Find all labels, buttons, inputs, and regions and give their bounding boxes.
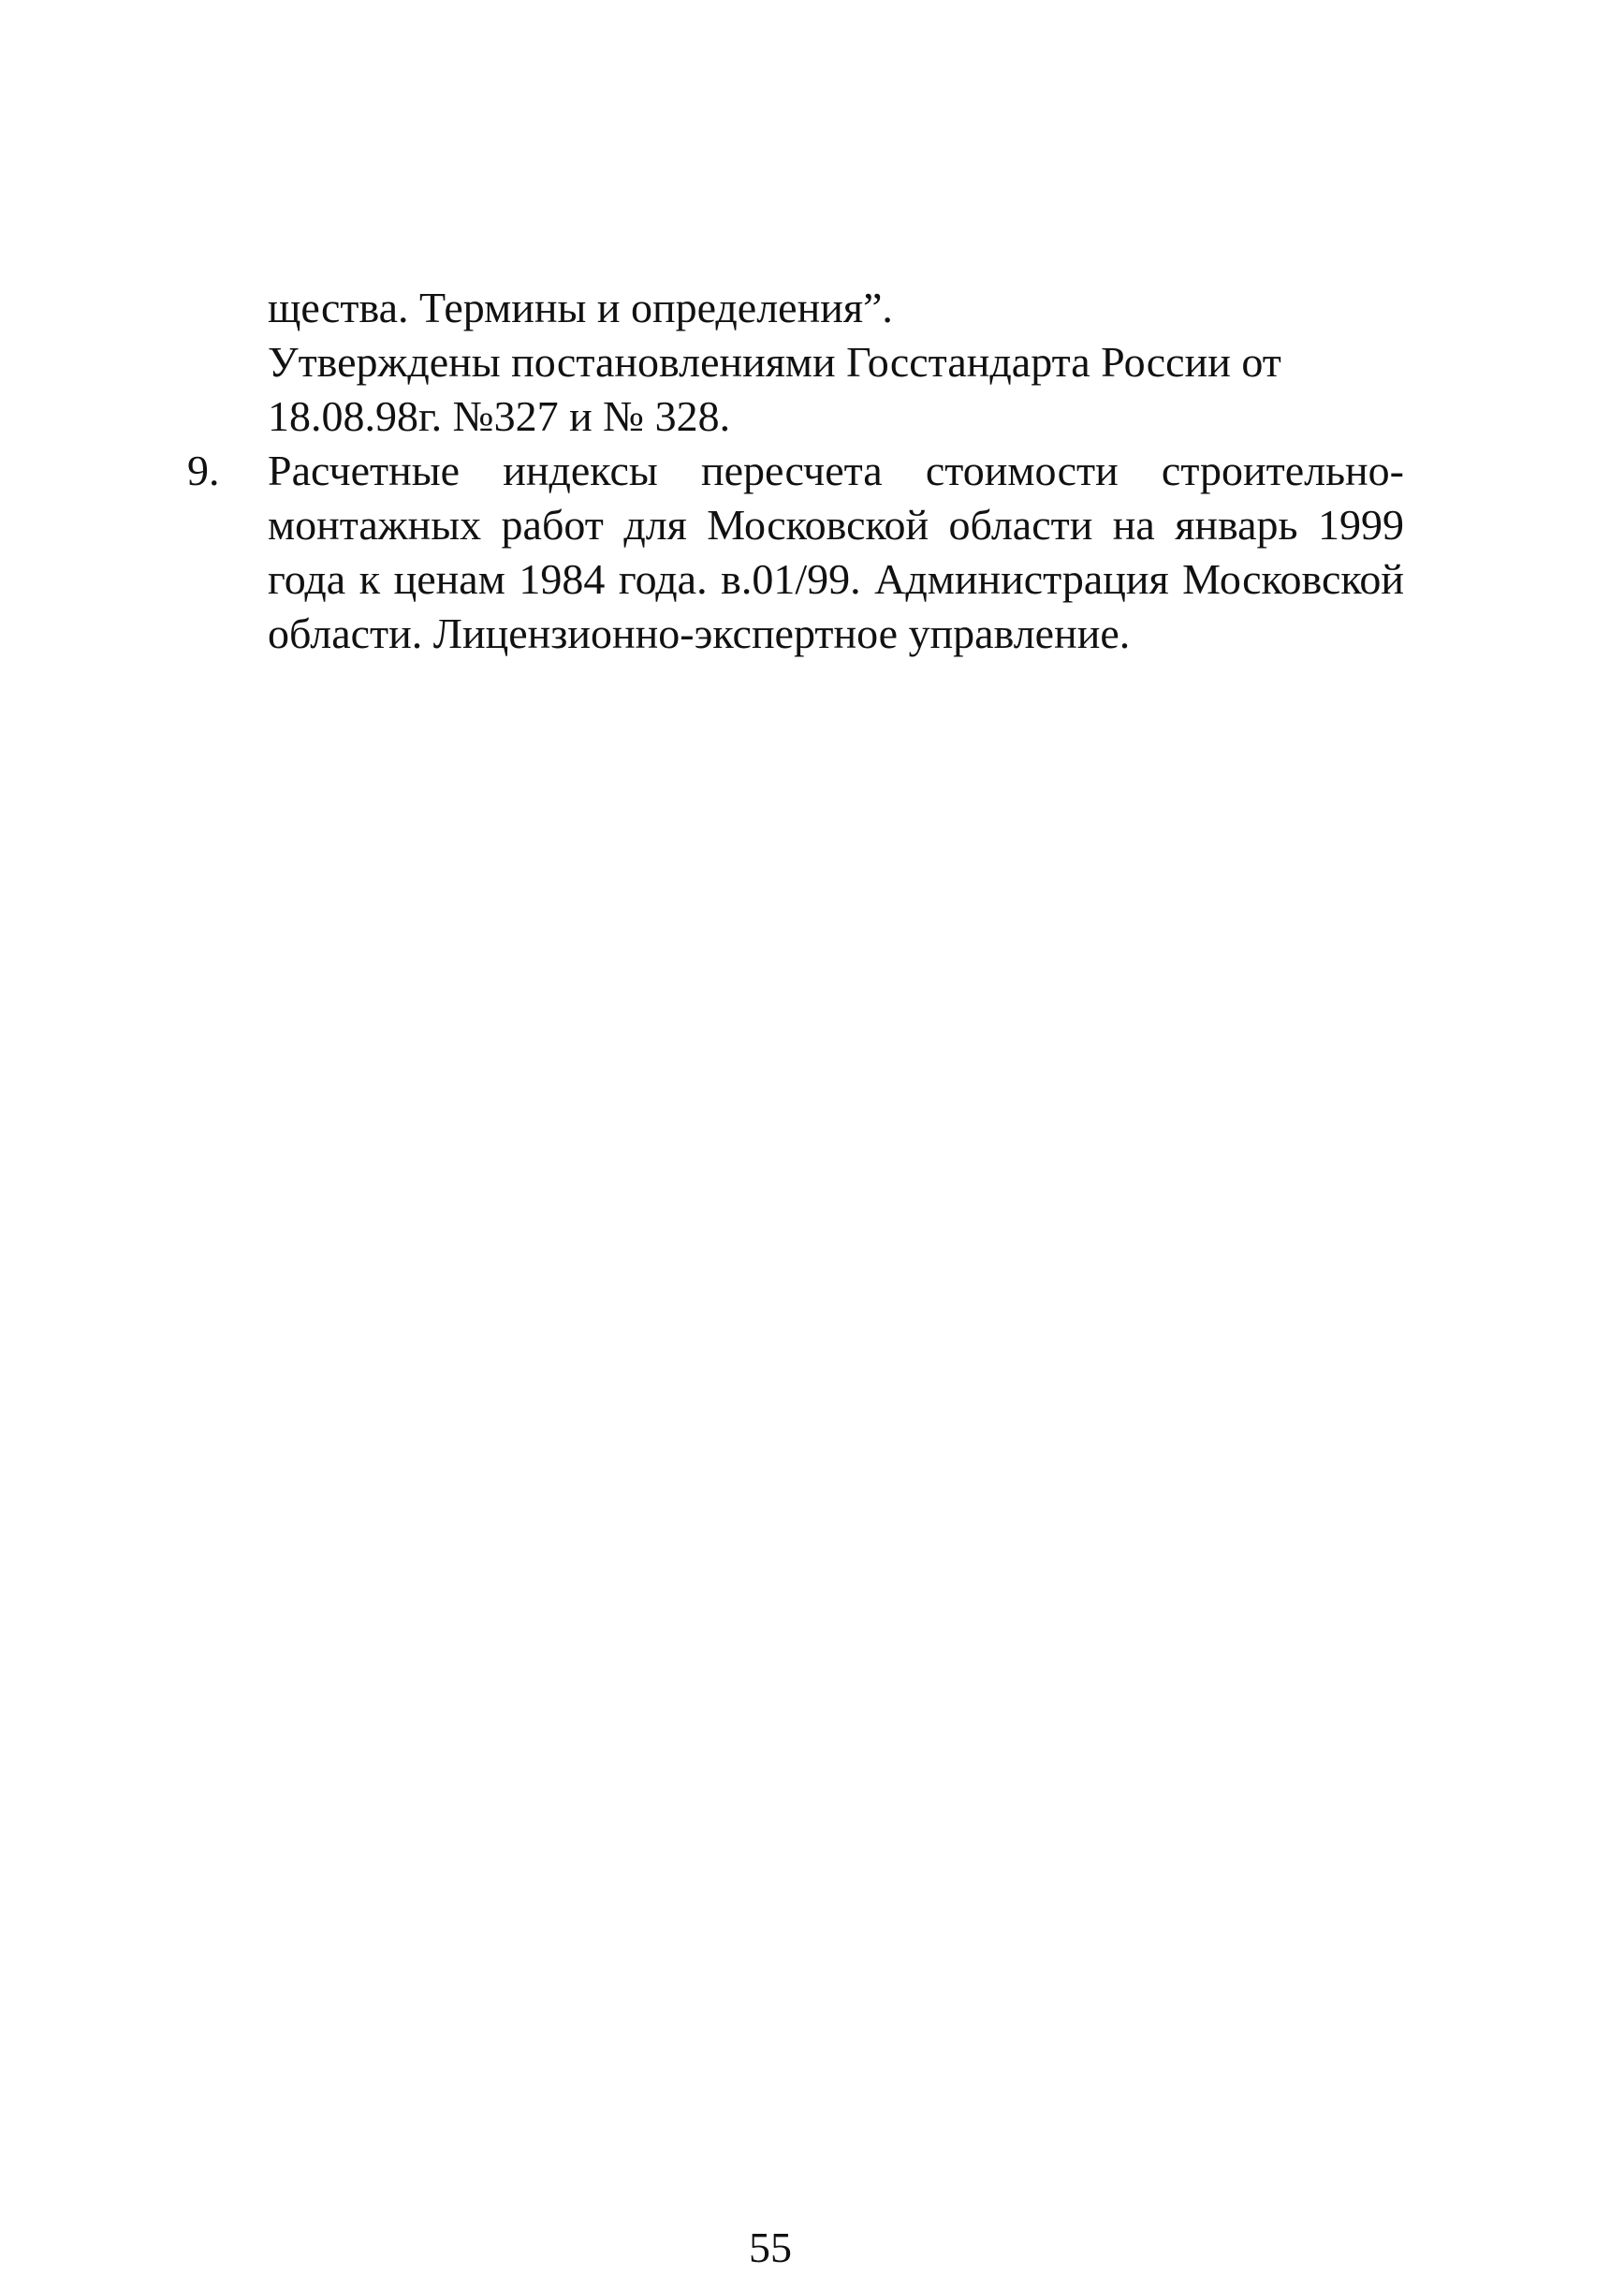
continuation-entry <box>268 281 1404 444</box>
continuation-line: Утверждены постановлениями Госстандарта России от <box>268 338 1281 386</box>
item-text: Расчетные индексы пересчета стоимости строительно-монтажных работ для Московской области на январь 1999 года к ценам 1984 года. в.01/99. Администрация Московской области. Лицензионно-экспертное управление. <box>268 447 1404 657</box>
page-number: 55 <box>749 2224 792 2271</box>
list-item <box>187 444 1404 661</box>
item-number: 9. <box>187 447 220 494</box>
continuation-line: щества. Термины и определения”. <box>268 284 893 331</box>
continuation-line: 18.08.98г. №327 и № 328. <box>268 392 731 440</box>
bibliography-text <box>187 281 1404 661</box>
